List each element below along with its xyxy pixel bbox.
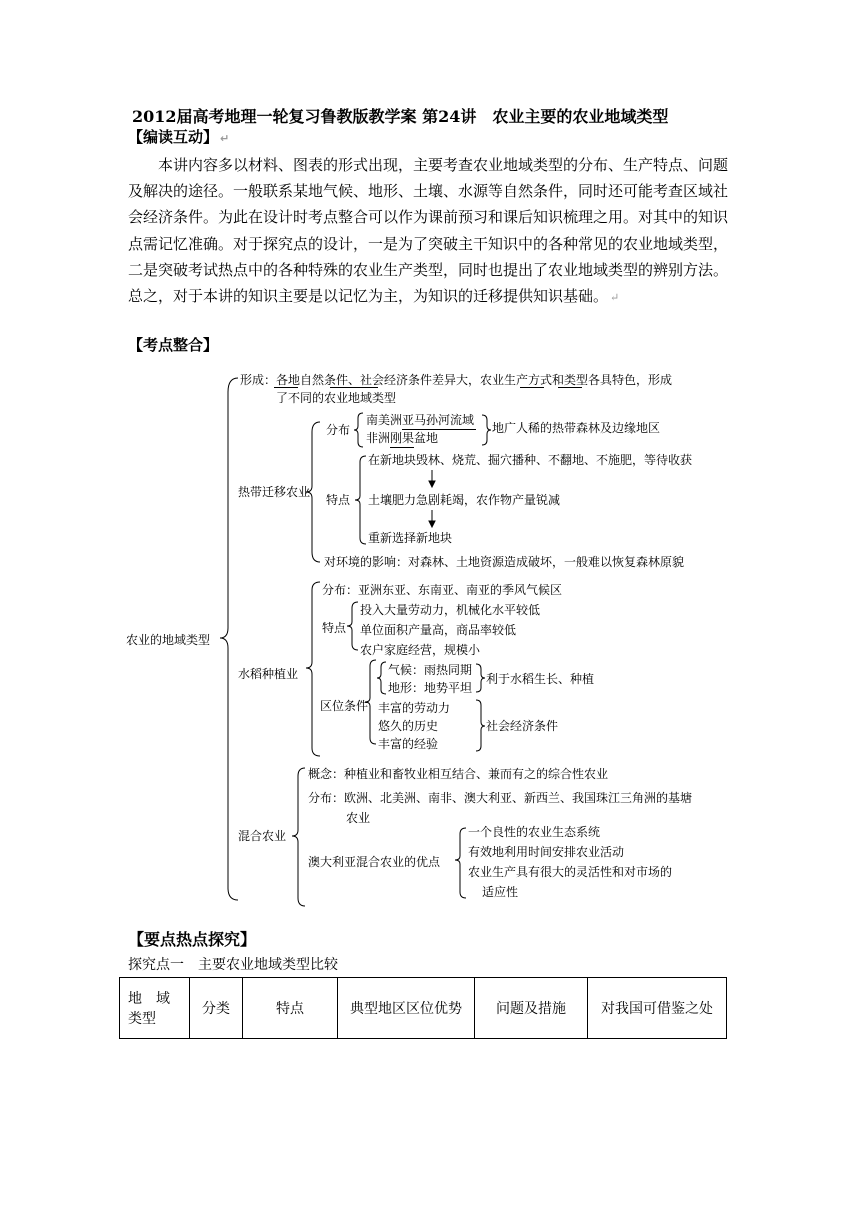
- rice-feature-2: 单位面积产量高，商品率较低: [360, 623, 517, 637]
- tropical-feature-1: 在新地块毁林、烧荒、掘穴播种、不翻地、不施肥，等待收获: [368, 453, 693, 467]
- rice-label: 水稻种植业: [238, 667, 299, 681]
- intro-paragraph: 本讲内容多以材料、图表的形式出现，主要考查农业地域类型的分布、生产特点、问题及解决的途径。一般联系某地气候、地形、土壤、水源等自然条件，同时还可能考查区域社会经济条件。为此在设计时考点整合可以作为课前预习和课后知识梳理之用。对其中的知识点需记忆准确。对于探究点的设计，一是为了突破主干知识中的各种常见的农业地域类型，二是突破考试热点中的各种特殊的农业生产类型，同时也提出了农业地域类型的辨别方法。总之，对于本讲的知识主要是以记忆为主，为知识的迁移提供知识基础。 ↵: [128, 156, 729, 306]
- underline-mark: [390, 447, 414, 448]
- root-label: 农业的地域类型: [126, 633, 211, 647]
- tropical-dist-1: 南美洲亚马孙河流域: [366, 413, 475, 427]
- table-header-cell: 特点: [243, 978, 338, 1039]
- tropical-dist-2: 非洲刚果盆地: [366, 431, 439, 445]
- mixed-concept: 概念：种植业和畜牧业相互结合、兼而有之的综合性农业: [308, 767, 609, 781]
- table-header-row: [120, 978, 727, 1039]
- table-header-cell: 地 域 类型: [120, 978, 190, 1039]
- rice-social-note: 社会经济条件: [486, 719, 559, 733]
- rice-natural-2: 地形：地势平坦: [388, 681, 473, 695]
- rice-feature-1: 投入大量劳动力，机械化水平较低: [360, 603, 541, 617]
- table-header-cell: 问题及措施: [475, 978, 588, 1039]
- tropical-feature-label: 特点: [326, 493, 351, 507]
- rice-feature-3: 农户家庭经营，规模小: [360, 643, 481, 657]
- tropical-feature-2: 土壤肥力急剧耗竭，农作物产量锐减: [368, 493, 561, 507]
- paragraph-mark-icon: ↵: [610, 291, 620, 305]
- rice-social-3: 丰富的经验: [378, 737, 439, 751]
- mixed-advantage-label: 澳大利亚混合农业的优点: [308, 855, 441, 869]
- page-title: 2012届高考地理一轮复习鲁教版教学案 第24讲 农业主要的农业地域类型: [132, 107, 669, 126]
- tropical-distribution-label: 分布: [326, 423, 351, 437]
- mixed-advantage-1: 一个良性的农业生态系统: [468, 825, 601, 839]
- concept-diagram: [120, 362, 740, 922]
- tropical-impact: 对环境的影响：对森林、土地资源造成破坏，一般难以恢复森林原貌: [324, 555, 685, 569]
- mixed-distribution-line2: 农业: [346, 811, 371, 825]
- table-header-cell: 分类: [190, 978, 243, 1039]
- rice-natural-note: 利于水稻生长、种植: [486, 672, 595, 686]
- explore-point-title: 探究点一 主要农业地域类型比较: [128, 957, 338, 973]
- section-heading-points: 【考点整合】: [128, 336, 219, 354]
- mixed-advantage-3-line2: 适应性: [482, 885, 519, 899]
- tropical-feature-3: 重新选择新地块: [368, 531, 453, 545]
- formation-text-line2: 了不同的农业地域类型: [276, 391, 397, 405]
- tropical-label: 热带迁移农业: [238, 485, 311, 499]
- comparison-table: [119, 977, 727, 1039]
- table-header-cell: 对我国可借鉴之处: [588, 978, 727, 1039]
- mixed-distribution-line1: 分布：欧洲、北美洲、南非、澳大利亚、新西兰、我国珠江三角洲的基塘: [308, 791, 693, 805]
- section-heading-intro: 【编读互动】 ↵: [128, 128, 230, 146]
- rice-social-1: 丰富的劳动力: [378, 701, 451, 715]
- rice-location-label: 区位条件: [320, 699, 369, 713]
- section-heading-hot: 【要点热点探究】: [128, 930, 257, 949]
- tropical-dist-note: 地广人稀的热带森林及边缘地区: [492, 421, 661, 435]
- rice-social-2: 悠久的历史: [378, 719, 439, 733]
- paragraph-mark-icon: ↵: [220, 132, 230, 145]
- table-header-cell: 典型地区区位优势: [338, 978, 475, 1039]
- rice-natural-1: 气候：雨热同期: [388, 663, 473, 677]
- mixed-advantage-2: 有效地利用时间安排农业活动: [468, 845, 625, 859]
- mixed-advantage-3-line1: 农业生产具有很大的灵活性和对市场的: [468, 865, 673, 879]
- rice-feature-label: 特点: [322, 621, 347, 635]
- mixed-label: 混合农业: [238, 829, 287, 843]
- rice-distribution: 分布：亚洲东亚、东南亚、南亚的季风气候区: [322, 583, 563, 597]
- formation-text-line1: 形成：各地自然条件、社会经济条件差异大，农业生产方式和类型各具特色，形成: [240, 373, 673, 387]
